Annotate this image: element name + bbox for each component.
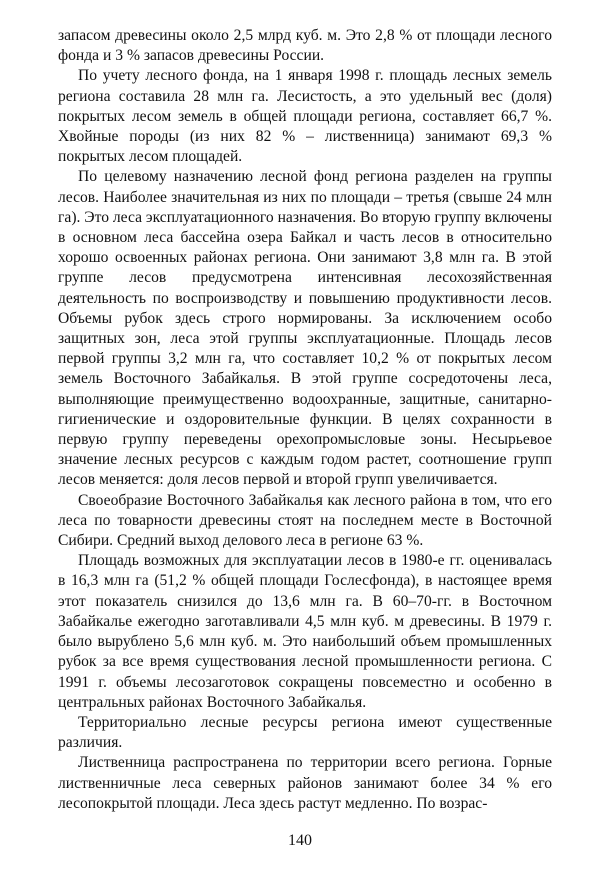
paragraph-peculiarity: Своеобразие Восточного Забайкалья как лесного района в том, что его леса по товарности древесины стоят на последнем месте в Восточной Сибири. Средний выход делового леса в регионе 63 %. (58, 491, 552, 550)
paragraph-larch: Лиственница распространена по территории всего региона. Горные лиственничные леса северных районов занимают более 34 % его лесопокрытой площади. Леса здесь растут медленно. По возрас- (58, 754, 552, 812)
paragraph-forest-fund: По учету лесного фонда, на 1 января 1998 г. площадь лесных земель региона составила 28 млн га. Лесистость, а это удельный вес (доля) покрытых лесом земель в общей площади региона, составляет 66,7 %. Хвойные породы (из них 82 % – лиственница) занимают 69,3 % покрытых лесом площадей. (58, 67, 552, 166)
paragraph-territorial: Территориально лесные ресурсы региона имеют существенные различия. (58, 713, 552, 752)
paragraph-exploitation: Площадь возможных для эксплуатации лесов в 1980-е гг. оценивалась в 16,3 млн га (51,2 % общей площади Гослесфонда), в настоящее время этот показатель снизился до 13,6 млн га. В 60–70-гг. в Восточном Забайкалье ежегодно заготавливали 4,5 млн куб. м древесины. В 1979 г. было вырублено 5,6 млн куб. м. Это наибольший объем промышленных рубок за все время существования лесной промышленности региона. С 1991 г. объемы лесозаготовок сокращены повсеместно и особенно в центральных районах Восточного Забайкалья. (58, 552, 552, 711)
body-text (58, 26, 552, 814)
paragraph-continued: запасом древесины около 2,5 млрд куб. м. Это 2,8 % от площади лесного фонда и 3 % запасов древесины России. (58, 27, 552, 65)
page-number: 140 (288, 832, 312, 849)
paragraph-forest-groups: По целевому назначению лесной фонд региона разделен на группы лесов. Наиболее значительная из них по площади – третья (свыше 24 млн га). Это леса эксплуатационного назначения. Во вторую группу включены в основном леса бассейна озера Байкал и часть лесов в относительно хорошо освоенных районах региона. Они занимают 3,8 млн га. В этой группе лесов предусмотрена интенсивная лесохозяйственная деятельность по воспроизводству и повышению продуктивности лесов. Объемы рубок здесь строго нормированы. За исключением особо защитных зон, леса этой группы эксплуатационные. Площадь лесов первой группы 3,2 млн га, что составляет 10,2 % от покрытых лесом земель Восточного Забайкалья. В этой группе сосредоточены леса, выполняющие преимущественно водоохранные, защитные, санитарно-гигиенические и оздоровительные функции. В целях сохранности в первую группу переведены орехопромысловые зоны. Несырьевое значение лесных ресурсов с каждым годом растет, соотношение групп лесов меняется: доля лесов первой и второй групп увеличивается. (58, 168, 553, 489)
